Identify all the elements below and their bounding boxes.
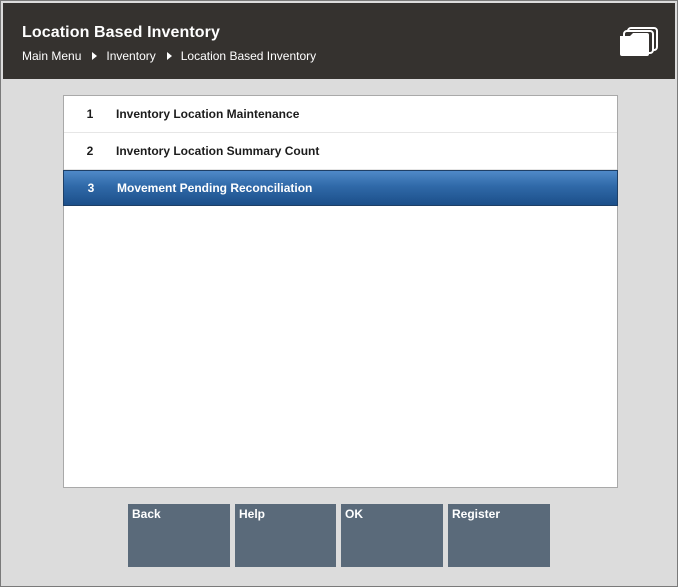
header-bar xyxy=(3,3,675,79)
breadcrumb xyxy=(22,49,316,63)
windows-stack-icon[interactable] xyxy=(617,26,659,58)
menu-item-inventory-location-maintenance[interactable] xyxy=(64,96,617,133)
menu-item-label: Inventory Location Maintenance xyxy=(116,107,300,121)
register-button-label: Register xyxy=(452,507,501,521)
breadcrumb-location-based-inventory: Location Based Inventory xyxy=(180,49,317,63)
breadcrumb-main-menu[interactable]: Main Menu xyxy=(22,49,82,63)
help-button[interactable] xyxy=(235,504,336,567)
back-button[interactable] xyxy=(128,504,230,567)
menu-item-movement-pending-reconciliation[interactable] xyxy=(63,170,618,206)
help-button-label: Help xyxy=(239,507,266,521)
menu-item-label: Movement Pending Reconciliation xyxy=(117,181,313,195)
ok-button-label: OK xyxy=(345,507,363,521)
breadcrumb-arrow-icon xyxy=(167,52,172,60)
breadcrumb-inventory[interactable]: Inventory xyxy=(106,49,156,63)
menu-item-inventory-location-summary-count[interactable] xyxy=(64,133,617,170)
breadcrumb-arrow-icon xyxy=(92,52,97,60)
back-button-label: Back xyxy=(132,507,161,521)
menu-item-label: Inventory Location Summary Count xyxy=(116,144,320,158)
menu-item-number: 3 xyxy=(87,181,95,195)
menu-item-number: 1 xyxy=(86,107,94,121)
ok-button[interactable] xyxy=(341,504,443,567)
page-title: Location Based Inventory xyxy=(22,24,220,41)
menu-list xyxy=(63,95,618,488)
menu-item-number: 2 xyxy=(86,144,94,158)
register-button[interactable] xyxy=(448,504,550,567)
